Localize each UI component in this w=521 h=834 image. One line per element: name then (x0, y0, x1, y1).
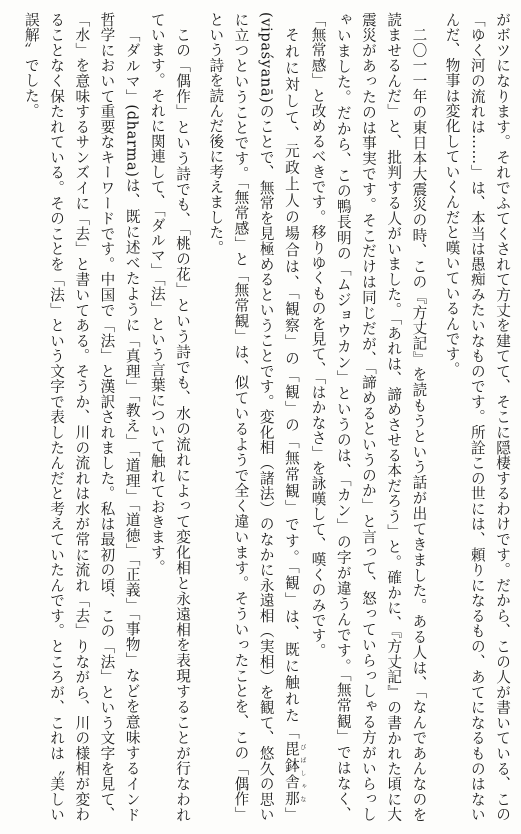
paragraph-3: それに対して、元政上人の場合は、「観察」の「観」の「無常観」です。「観」は、既に触れた「毘鉢舎那 びばしゃな」(vipaśyanā)のことで、無常を見極めるということです。変化相（諸法）のなかに永遠相（実相）を観て、悠久の思いに立つということです。「無常感」と「無常観」は、似ているようで全く違います。そういったことを、この「偶作」という詩を読んだ後に考えました。 (207, 12, 306, 822)
paragraph-5: 「ダルマ」(dharma)は、既に述べたように「真理」「教え」「道理」「道徳」「正義」「事物」などを意味するインド哲学において重要なキーワードです。中国で「法」と漢訳されました。私は最初の頃、この「法」という文字を見て、「水」を意味するサンズイに「去」と書いてある。そうか、川の流れは水が常に流れ「去」りながら、川の様相が変わることなく保たれている。そのことを「法」という文字で表したんだと考えていたんです。ところが、これは〝美しい誤解〟でした。 (22, 12, 141, 822)
ruby-reading: びばしゃな (298, 740, 306, 806)
vertical-text-body (19, 12, 515, 822)
paragraph-4: この「偶作」という詩でも、「桃の花」という詩でも、水の流れによって変化相と永遠相を表現することが行なわれています。それに関連して、「ダルマ」「法」という言葉について触れておきます。 (148, 12, 192, 822)
ruby-annotation: 毘鉢舎那 びばしゃな (282, 740, 306, 807)
paragraph-2: 二〇一一年の東日本大震災の時、この『方丈記』を読もうという話が出てきました。ある人は、「なんであんなのを読ませるんだ」と、批判する人がいました。「あれは、諦めさせる本だろう」と。確かに、『方丈記』の書かれた頃に大震災があったのは事実です。そこだけは同じだが、「諦めるというのか」と言って、怒っていらっしゃる方がいらっしゃいました。だから、この鴨長明の「ムジョウカン」というのは、「カン」の字が違うんです。「無常観」ではなく、「無常感」と改めるべきです。移りゆくものを見て、「はかなさ」を詠嘆して、嘆くのみです。 (309, 12, 428, 822)
paragraph-1: がボツになります。それでふてくされて方丈を建てて、そこに隠棲するわけです。だから、この人が書いている、この「ゆく河の流れは……」は、本当は愚痴みたいなものです。所詮この世には、頼りになるもの、あてになるものはないんだ、物事は変化していくんだと嘆いているんです。 (443, 12, 511, 822)
